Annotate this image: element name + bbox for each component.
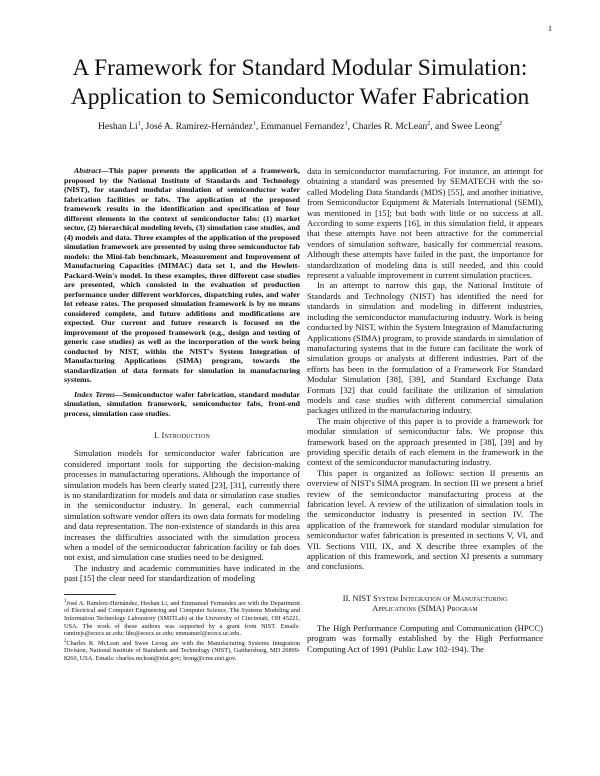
- title-line-2: Application to Semiconductor Wafer Fabrication: [70, 84, 530, 110]
- footnote-text: Charles R. McLean and Swee Leong are with the Manufacturing Systems Integration Division, National Institute of Standards and Technology (NIST), Gaithersburg, MD 20899-8260, USA. Emails: charles.mclean@nist.gov; leong@cme.nist.gov.: [64, 639, 300, 663]
- author-name: Heshan Li: [97, 121, 138, 133]
- title-line-1: A Framework for Standard Modular Simulation:: [72, 55, 528, 81]
- paragraph: This paper is organized as follows: section II presents an overview of NIST's SIMA program. In section III we present a brief review of the semiconductor manufacturing process at the fabrication level. A review of the utilization of simulation tools in the semiconductor industry is presented in section IV. The application of the framework for standard modular simulation for semiconductor wafer fabrication is presented in sections V, VI, and VII. Sections VIII, IX, and X describe three examples of the application of this framework, and section XI presents a summary and conclusions.: [307, 467, 543, 572]
- abstract-text: —This paper presents the application of a framework, proposed by the National Institute of Standards and Technology (NIST), for standard modular simulation of semiconductor wafer fabrication facilities or fabs. The application of the proposed framework results in the identification and specification of four different elements in the context of semiconductor fabs: (1) market sector, (2) hierarchical modeling levels, (3) simulation case studies, and (4) models and data. Three examples of the application of the proposed simulation framework are presented by using three semiconductor fab models: the Mini-fab benchmark, Measurement and Improvement of Manufacturing Capacities (MIMAC) data set 1, and the Hewlett-Packard-Wein's model. In these examples, three different case studies are presented, which consisted in the evaluation of production performance under different workforces, dispatching rules, and wafer lot release rates. The proposed simulation framework is by no means considered complete, and future additions and modifications are expected. Our current and future research is focused on the improvement of the proposed framework (e.g., design and testing of generic case studies) as well as the incorporation of the work being conducted by NIST, within the NIST's System Integration of Manufacturing Applications (SIMA) program, towards the standardization of data formats for simulation in manufacturing systems.: [64, 166, 300, 384]
- paragraph: Simulation models for semiconductor wafer fabrication are considered important tools for supporting the decision-making processes in manufacturing operations. Although the importance of simulation models has been clearly stated [23], [31], currently there is no standardization for models and data or simulation case studies in the semiconductor industry. In general, each commercial simulation software vendor offers its own data formats for modeling and data representation. The non-existence of standards in this area increases the difficulties associated with the simulation process when a model of the semiconductor fabrication facility or fab does not exist, and simulation case studies need to be designed.: [64, 448, 300, 563]
- footnote-1: $^1$José A. Ramírez-Hernández, Heshan Li, and Emmanuel Fernandez are with the Department of Electrical and Computer Engineering and Computer Science, The Systems Modeling and Information Technology Laboratory (SMITLab) at the University of Cincinnati, OH 45221, USA. The work of these authors was supported by a grant from NIST. Emails: ramirejs@ececs.uc.edu; lihs@ececs.uc.edu; emmanuel@ececs.uc.edu.: [64, 598, 300, 638]
- paragraph: In an attempt to narrow this gap, the National Institute of Standards and Technology (NIST) has identified the need for standards in simulation and modeling in different industries, including the semiconductor manufacturing industry. Work is being conducted by NIST, within the System Integration of Manufacturing Applications (SIMA) program, to provide standards in simulation of manufacturing systems that in the future can facilitate the work of simulation groups or analysts at different industries. Part of the efforts has been in the formulation of a Framework For Standard Modular Simulation [38], [39], and Standard Exchange Data Formats [32] that could facilitate the utilization of simulation models and case studies with different commercial simulation packages utilized in the manufacturing industry.: [307, 280, 543, 416]
- author-name: José A. Ramírez-Hernández: [145, 121, 253, 133]
- index-terms-text: —Semiconductor wafer fabrication, standard modular simulation, simulation framework, semiconductor fabs, front-end process, simulation case studies.: [64, 389, 301, 418]
- paragraph: The industry and academic communities have indicated in the past [15] the clear need for standardization of modeling: [64, 562, 300, 584]
- footnote-2: $^2$Charles R. McLean and Swee Leong are with the Manufacturing Systems Integration Division, National Institute of Standards and Technology (NIST), Gaithersburg, MD 20899-8260, USA. Emails: charles.mclean@nist.gov; leong@cme.nist.gov.: [64, 638, 300, 663]
- paragraph: data in semiconductor manufacturing. For instance, an attempt for obtaining a standard was presented by SEMATECH with the so-called Modeling Data Standards (MDS) [55], and another initiative, from Semiconductor Equipment & Materials International (SEMI), was mentioned in [15]; but both with little or no success at all. According to some experts [16], in this simulation field, it appears that these attempts have not been attractive for the commercial vendors of simulation software, basically for commercial reasons. Although these attempts have failed in the past, the importance for standardization of modeling data is still needed, and this could represent a valuable improvement in current simulation practices.: [307, 166, 543, 281]
- paper-title: [0, 54, 600, 112]
- index-terms-label: Index Terms: [74, 389, 116, 399]
- right-column: [307, 166, 543, 654]
- section-heading-introduction: I. Introduction: [153, 431, 211, 440]
- left-column: [64, 166, 300, 663]
- section-heading-line: Applications (SIMA) Program: [372, 604, 478, 614]
- footnote-rule: [64, 594, 116, 595]
- author-name: Charles R. McLean: [352, 121, 428, 133]
- page-number: 1: [548, 24, 552, 33]
- footnote-text: José A. Ramírez-Hernández, Heshan Li, and Emmanuel Fernandez are with the Department of Electrical and Computer Engineering and Computer Science, The Systems Modeling and Information Technology Laboratory (SMITLab) at the University of Cincinnati, OH 45221, USA. The work of these authors was supported by a grant from NIST. Emails: ramirejs@ececs.uc.edu; lihs@ececs.uc.edu; emmanuel@ececs.uc.edu.: [64, 599, 300, 638]
- paragraph: The High Performance Computing and Communication (HPCC) program was formally established by the High Performance Computing Act of 1991 (Public Law 102-194). The: [307, 622, 543, 654]
- affiliation-mark: 1: [137, 121, 141, 127]
- section-heading-line: II. NIST System Integration of Manufacturing: [342, 593, 508, 603]
- paragraph: The main objective of this paper is to provide a framework for modular simulation of semiconductor fabs. We propose this framework based on the approach presented in [38], [39] and by providing specific details of each element in the framework in the context of the semiconductor manufacturing industry.: [307, 415, 543, 468]
- author-name: Emmanuel Fernandez: [260, 121, 345, 133]
- abstract-label: Abstract: [74, 166, 101, 175]
- section-heading-sima: [307, 594, 543, 615]
- author-name: Swee Leong: [451, 121, 499, 133]
- author-list: Heshan Li$^1$, José A. Ramírez-Hernández$^1$, Emmanuel Fernandez$^1$, Charles R. McLean$^2$, and Swee Leong$^2$: [97, 121, 502, 133]
- affiliation-mark: 2: [427, 121, 431, 127]
- affiliation-mark: 1: [344, 121, 348, 127]
- abstract: [64, 166, 300, 385]
- affiliation-mark: 1: [252, 121, 256, 127]
- index-terms: [64, 390, 300, 419]
- affiliation-mark: 2: [499, 121, 502, 127]
